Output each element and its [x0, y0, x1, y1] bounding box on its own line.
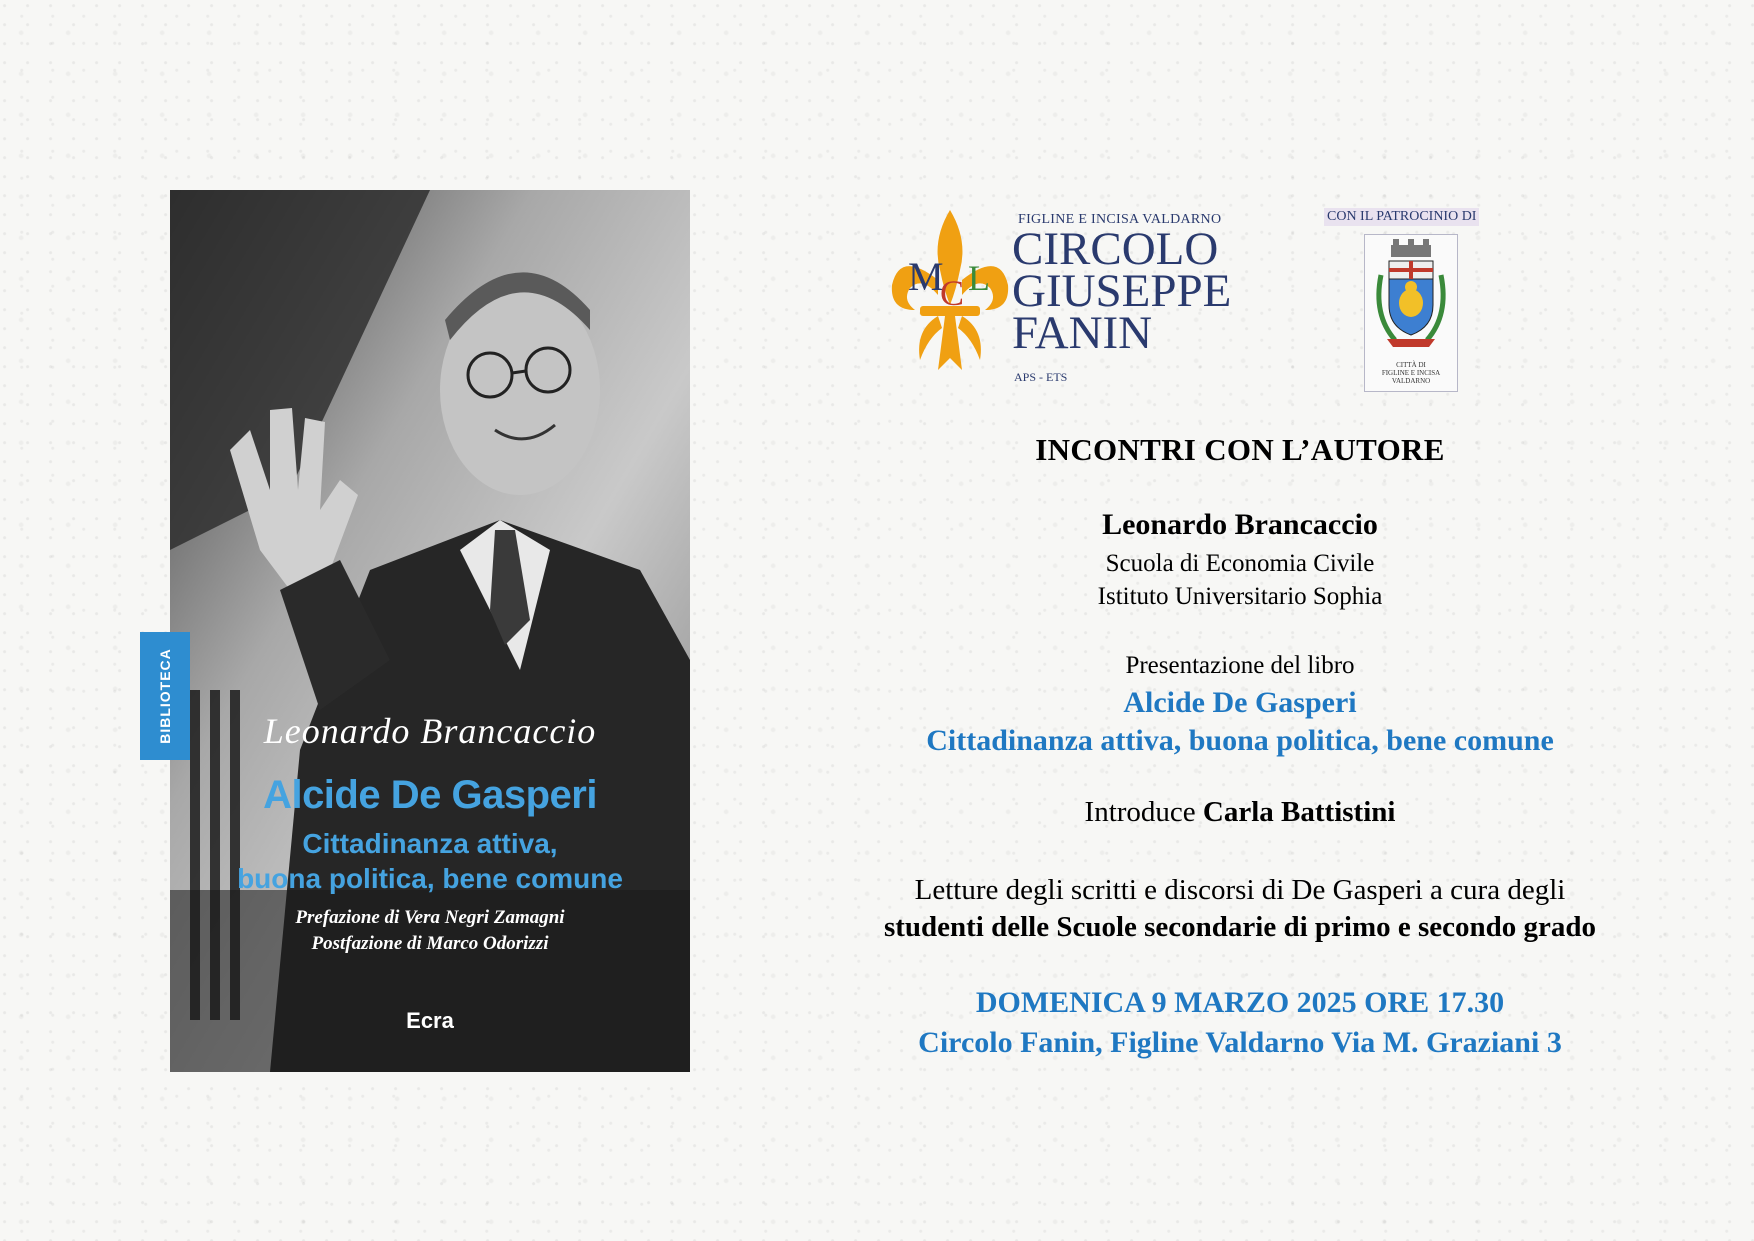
cover-subtitle-line2: buona politica, bene comune	[237, 863, 623, 894]
cover-title: Alcide De Gasperi	[263, 773, 597, 817]
circolo-name: CIRCOLO GIUSEPPE FANIN	[1012, 223, 1232, 359]
readings-line-2: studenti delle Scuole secondarie di primo e secondo grado	[883, 911, 1597, 943]
book-cover	[170, 190, 690, 1072]
circolo-post-text: APS - ETS	[1014, 370, 1068, 384]
spine-tag-label: BIBLIOTECA	[157, 648, 173, 744]
cover-publisher: Ecra	[406, 1008, 454, 1033]
crest-text-line1: CITTÀ DI	[1396, 361, 1426, 369]
event-venue: Circolo Fanin, Figline Valdarno Via M. Graziani 3	[918, 1026, 1562, 1059]
crest-text-line3: VALDARNO	[1391, 377, 1431, 385]
introducer-prefix: Introduce	[1084, 796, 1196, 828]
introducer-name: Carla Battistini	[1202, 796, 1396, 828]
book-subtitle: Cittadinanza attiva, buona politica, bene comune	[926, 724, 1554, 757]
patrocinio-label: CON IL PATROCINIO DI	[1324, 208, 1479, 226]
crest-text-line2: FIGLINE E INCISA	[1381, 369, 1441, 377]
speaker-affiliation-2: Istituto Universitario Sophia	[1097, 583, 1383, 610]
cover-subtitle-line1: Cittadinanza attiva,	[302, 828, 558, 859]
svg-text:C: C	[940, 273, 965, 313]
cover-author: Leonardo Brancaccio	[263, 711, 597, 751]
cover-credits	[170, 905, 690, 957]
circolo-logo	[890, 210, 1250, 385]
speaker-affiliation-1: Scuola di Economia Civile	[1105, 550, 1375, 577]
crest-text	[1365, 361, 1457, 385]
fleur-de-lis-icon	[890, 210, 1010, 375]
cover-preface: Prefazione di Vera Negri Zamagni	[295, 907, 565, 928]
introducer-line	[810, 796, 1670, 829]
cover-afterword: Postfazione di Marco Odorizzi	[311, 933, 549, 954]
event-datetime: DOMENICA 9 MARZO 2025 ORE 17.30	[975, 986, 1505, 1019]
patrocinio	[1318, 208, 1508, 398]
speaker-name: Leonardo Brancaccio	[1102, 508, 1378, 541]
svg-text:M: M	[908, 254, 944, 299]
circolo-pre-text: FIGLINE E INCISA VALDARNO	[1018, 212, 1222, 227]
svg-text:L: L	[968, 258, 990, 298]
series-title: INCONTRI CON L’AUTORE	[1035, 432, 1445, 467]
cover-subtitle	[170, 826, 690, 896]
crest-box	[1364, 234, 1458, 392]
readings-line-1: Letture degli scritti e discorsi di De Gasperi a cura degli	[914, 874, 1566, 906]
municipal-crest-icon	[1365, 235, 1457, 361]
book-title: Alcide De Gasperi	[1123, 686, 1357, 719]
cover-spine-tag	[140, 632, 190, 760]
presentation-label: Presentazione del libro	[1125, 652, 1355, 679]
